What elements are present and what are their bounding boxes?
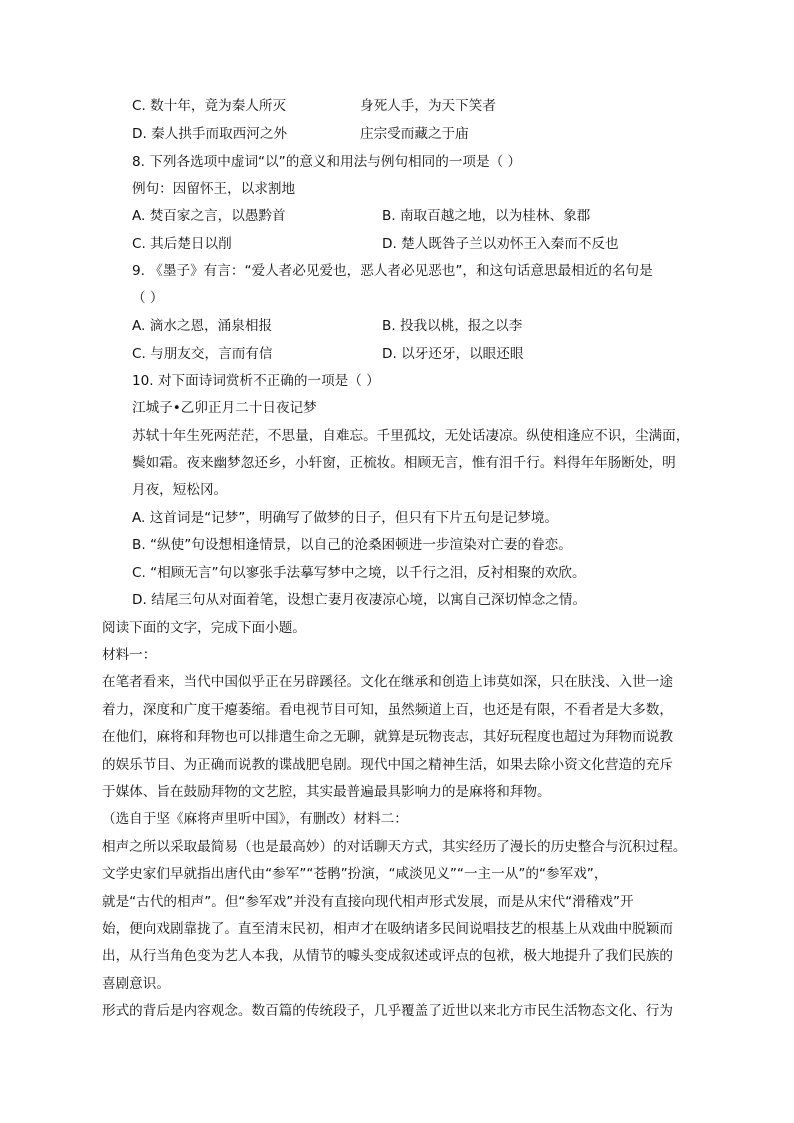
poem-title: 江城子•乙卯正月二十日夜记梦 (132, 400, 317, 416)
material-one-line: 着力，深度和广度干瘪萎缩。看电视节目可知，虽然频道上百，也还是有限，不看者是大多数， (102, 702, 673, 718)
material-two-line: 文学史家们早就指出唐代由“参军”“苍鹘”扮演，“咸淡见义”“一主一从”的“参军戏”， (102, 866, 608, 882)
material-two-line: 形式的背后是内容观念。数百篇的传统段子，几乎覆盖了近世以来北方市民生活物态文化、行为 (102, 1003, 673, 1019)
q7-option-d-pair: 庄宗受而藏之于庙 (360, 126, 469, 142)
material-one-line: 在他们，麻将和拜物也可以排遣生命之无聊，就算是玩物丧志，其好玩程度也超过为拜物而说教 (102, 729, 673, 745)
reading-instruction: 阅读下面的文字，完成下面小题。 (102, 620, 306, 636)
material-source: （选自于坚《麻将声里听中国》，有删改）材料二： (102, 811, 408, 827)
q8-option-c: C. 其后楚日以削 (132, 236, 232, 252)
poem-line: 鬓如霜。夜来幽梦忽还乡，小轩窗，正梳妆。相顾无言，惟有泪千行。料得年年肠断处，明 (132, 455, 676, 471)
q7-option-c: C. 数十年，竟为秦人所灭 (132, 98, 287, 114)
material-two-line: 喜剧意识。 (102, 976, 170, 992)
q8-stem: 8. 下列各选项中虚词“以”的意义和用法与例句相同的一项是（ ） (132, 154, 522, 170)
poem-line: 月夜，短松冈。 (132, 482, 228, 498)
q10-option-c: C. “相顾无言”句以寥张手法摹写梦中之境，以千行之泪，反衬相聚的欢欣。 (132, 565, 586, 581)
material-two-line: 出，从行当角色变为艺人本我，从情节的噱头变成叙述或评点的包袱，极大地提升了我们民族的 (102, 948, 673, 964)
q8-example: 例句：因留怀王，以求割地 (132, 181, 296, 197)
q8-option-b: B. 南取百越之地，以为桂林、象郡 (382, 208, 591, 224)
q9-option-a: A. 滴水之恩，涌泉相报 (132, 318, 273, 334)
q10-stem: 10. 对下面诗词赏析不正确的一项是（ ） (132, 373, 380, 389)
material-one-line: 的娱乐节目、为正确而说教的谍战肥皂剧。现代中国之精神生活，如果去除小资文化营造的充斥 (102, 757, 673, 773)
q9-answer-paren: （ ） (132, 290, 164, 306)
q9-option-b: B. 投我以桃，报之以李 (382, 318, 523, 334)
poem-line: 苏轼十年生死两茫茫，不思量，自难忘。千里孤坟，无处话凄凉。纵使相逢应不识，尘满面， (132, 428, 690, 444)
q9-stem: 9. 《墨子》有言：“爱人者必见爱也，恶人者必见恶也”，和这句话意思最相近的名句是 (132, 263, 653, 279)
material-one-line: 于媒体、旨在鼓励拜物的文艺腔，其实最普遍最具影响力的是麻将和拜物。 (102, 784, 551, 800)
material-two-line: 始，便向戏剧靠拢了。直至清末民初，相声才在吸纳诸多民间说唱技艺的根基上从戏曲中脱颖而 (102, 921, 673, 937)
q10-option-d: D. 结尾三句从对面着笔，设想亡妻月夜凄凉心境，以寓自己深切悼念之情。 (132, 592, 587, 608)
q10-option-a: A. 这首词是“记梦”，明确写了做梦的日子，但只有下片五句是记梦境。 (132, 510, 559, 526)
q7-option-c-pair: 身死人手，为天下笑者 (360, 98, 496, 114)
q10-option-b: B. “纵使”句设想相逢情景，以自己的沧桑困顿进一步渲染对亡妻的眷恋。 (132, 537, 572, 553)
q8-option-a: A. 焚百家之言，以愚黔首 (132, 208, 286, 224)
material-two-line: 就是“古代的相声”。但“参军戏”并没有直接向现代相声形式发展，而是从宋代“滑稽戏”开 (102, 894, 634, 910)
q9-option-d: D. 以牙还牙，以眼还眼 (382, 346, 524, 362)
material-two-line: 相声之所以采取最简易（也是最高妙）的对话聊天方式，其实经历了漫长的历史整合与沉积过程。 (102, 839, 687, 855)
material-one-line: 在笔者看来，当代中国似乎正在另辟蹊径。文化在继承和创造上讳莫如深，只在肤浅、入世一途 (102, 674, 673, 690)
q7-option-d: D. 秦人拱手而取西河之外 (132, 126, 288, 142)
q8-option-d: D. 楚人既咎子兰以劝怀王入秦而不反也 (382, 236, 619, 252)
q9-option-c: C. 与朋友交，言而有信 (132, 346, 273, 362)
material-one-label: 材料一： (102, 647, 157, 663)
